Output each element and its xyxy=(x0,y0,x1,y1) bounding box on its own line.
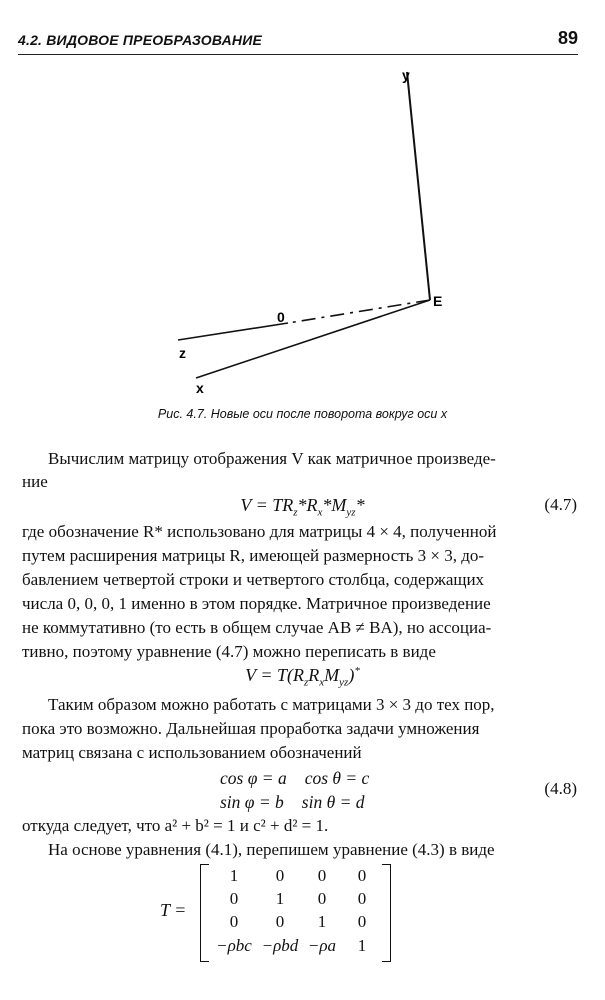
cos-phi: cos φ = a xyxy=(220,768,287,788)
matrix-cell: 0 xyxy=(275,866,285,885)
equation-4-8-row-2 xyxy=(220,790,369,814)
y-axis-line xyxy=(407,72,430,300)
equation-4-8 xyxy=(220,766,369,814)
matrix-cell: 0 xyxy=(317,866,327,885)
matrix-left-bracket xyxy=(200,864,209,962)
para1-line-3: бавлением четвертой строки и четвертого столбца, содержащих xyxy=(22,570,485,589)
matrix-cell: 0 xyxy=(357,889,367,908)
para1-line-5: не коммутативно (то есть в общем случае AB ≠ BA), но ассоциа- xyxy=(22,618,492,637)
label-e: E xyxy=(433,293,443,309)
equation-rewrite-formula: $V = T(R_zR_xM_{yz})^*$ xyxy=(245,665,360,689)
para2-line-2: пока это возможно. Дальнейшая проработка задачи умножения xyxy=(22,719,480,738)
para2-line-1: Таким образом можно работать с матрицами 3 × 3 до тех пор, xyxy=(48,695,495,714)
sin-theta: sin θ = d xyxy=(301,792,365,812)
matrix-cell: 0 xyxy=(275,912,285,931)
matrix-cell: 1 xyxy=(357,936,367,955)
equation-4-8-row-1 xyxy=(220,766,369,790)
label-y: y xyxy=(402,67,410,83)
matrix-label: T = xyxy=(160,900,187,920)
axes-diagram xyxy=(0,60,605,400)
para1-line-6: тивно, поэтому уравнение (4.7) можно переписать в виде xyxy=(22,642,436,661)
para1-line-1: где обозначение R* использовано для матрицы 4 × 4, полученной xyxy=(22,522,497,541)
intro-line-1: Вычислим матрицу отображения V как матричное произведе- xyxy=(48,449,496,468)
z-axis-dashed xyxy=(288,300,430,323)
matrix-cell: 1 xyxy=(275,889,285,908)
figure-axes xyxy=(0,60,605,400)
matrix-t xyxy=(160,862,400,962)
matrix-cell: 0 xyxy=(317,889,327,908)
intro-line-2: ние xyxy=(22,472,48,491)
x-axis-line xyxy=(196,300,430,378)
figure-caption: Рис. 4.7. Новые оси после поворота вокруг оси x xyxy=(157,407,448,421)
equation-4-7-number: (4.7) xyxy=(544,495,577,514)
label-z: z xyxy=(179,345,186,361)
matrix-cell: 0 xyxy=(229,912,239,931)
cos-theta: cos θ = c xyxy=(304,768,370,788)
equation-4-7 xyxy=(0,495,605,519)
para1-line-2: путем расширения матрицы R, имеющей размерность 3 × 3, до- xyxy=(22,546,485,565)
sin-phi: sin φ = b xyxy=(220,792,284,812)
equation-rewrite xyxy=(0,665,605,689)
consequence-line: откуда следует, что a² + b² = 1 и c² + d² = 1. xyxy=(22,816,329,835)
matrix-cell: −ρbc xyxy=(216,936,252,955)
matrix-cell: 0 xyxy=(229,889,239,908)
para2-line-3: матриц связана с использованием обозначений xyxy=(22,743,362,762)
equation-4-7-formula: $V = TR_z*R_x*M_{yz}*$ xyxy=(240,495,365,519)
page-header xyxy=(18,26,578,55)
page-number: 89 xyxy=(557,28,578,48)
label-x: x xyxy=(196,380,204,396)
matrix-cell: 1 xyxy=(317,912,327,931)
matrix-cell: 1 xyxy=(229,866,239,885)
matrix-cell: 0 xyxy=(357,912,367,931)
matrix-cell: −ρbd xyxy=(261,936,299,955)
para1-line-4: числа 0, 0, 0, 1 именно в этом порядке. Матричное произведение xyxy=(22,594,491,613)
equation-4-8-number: (4.8) xyxy=(544,779,577,798)
para3-line: На основе уравнения (4.1), перепишем уравнение (4.3) в виде xyxy=(48,840,495,859)
matrix-cell: −ρa xyxy=(307,936,337,955)
matrix-cell: 0 xyxy=(357,866,367,885)
z-axis-solid xyxy=(178,323,288,340)
section-title: 4.2. ВИДОВОЕ ПРЕОБРАЗОВАНИЕ xyxy=(18,32,263,48)
label-origin: 0 xyxy=(277,309,285,325)
